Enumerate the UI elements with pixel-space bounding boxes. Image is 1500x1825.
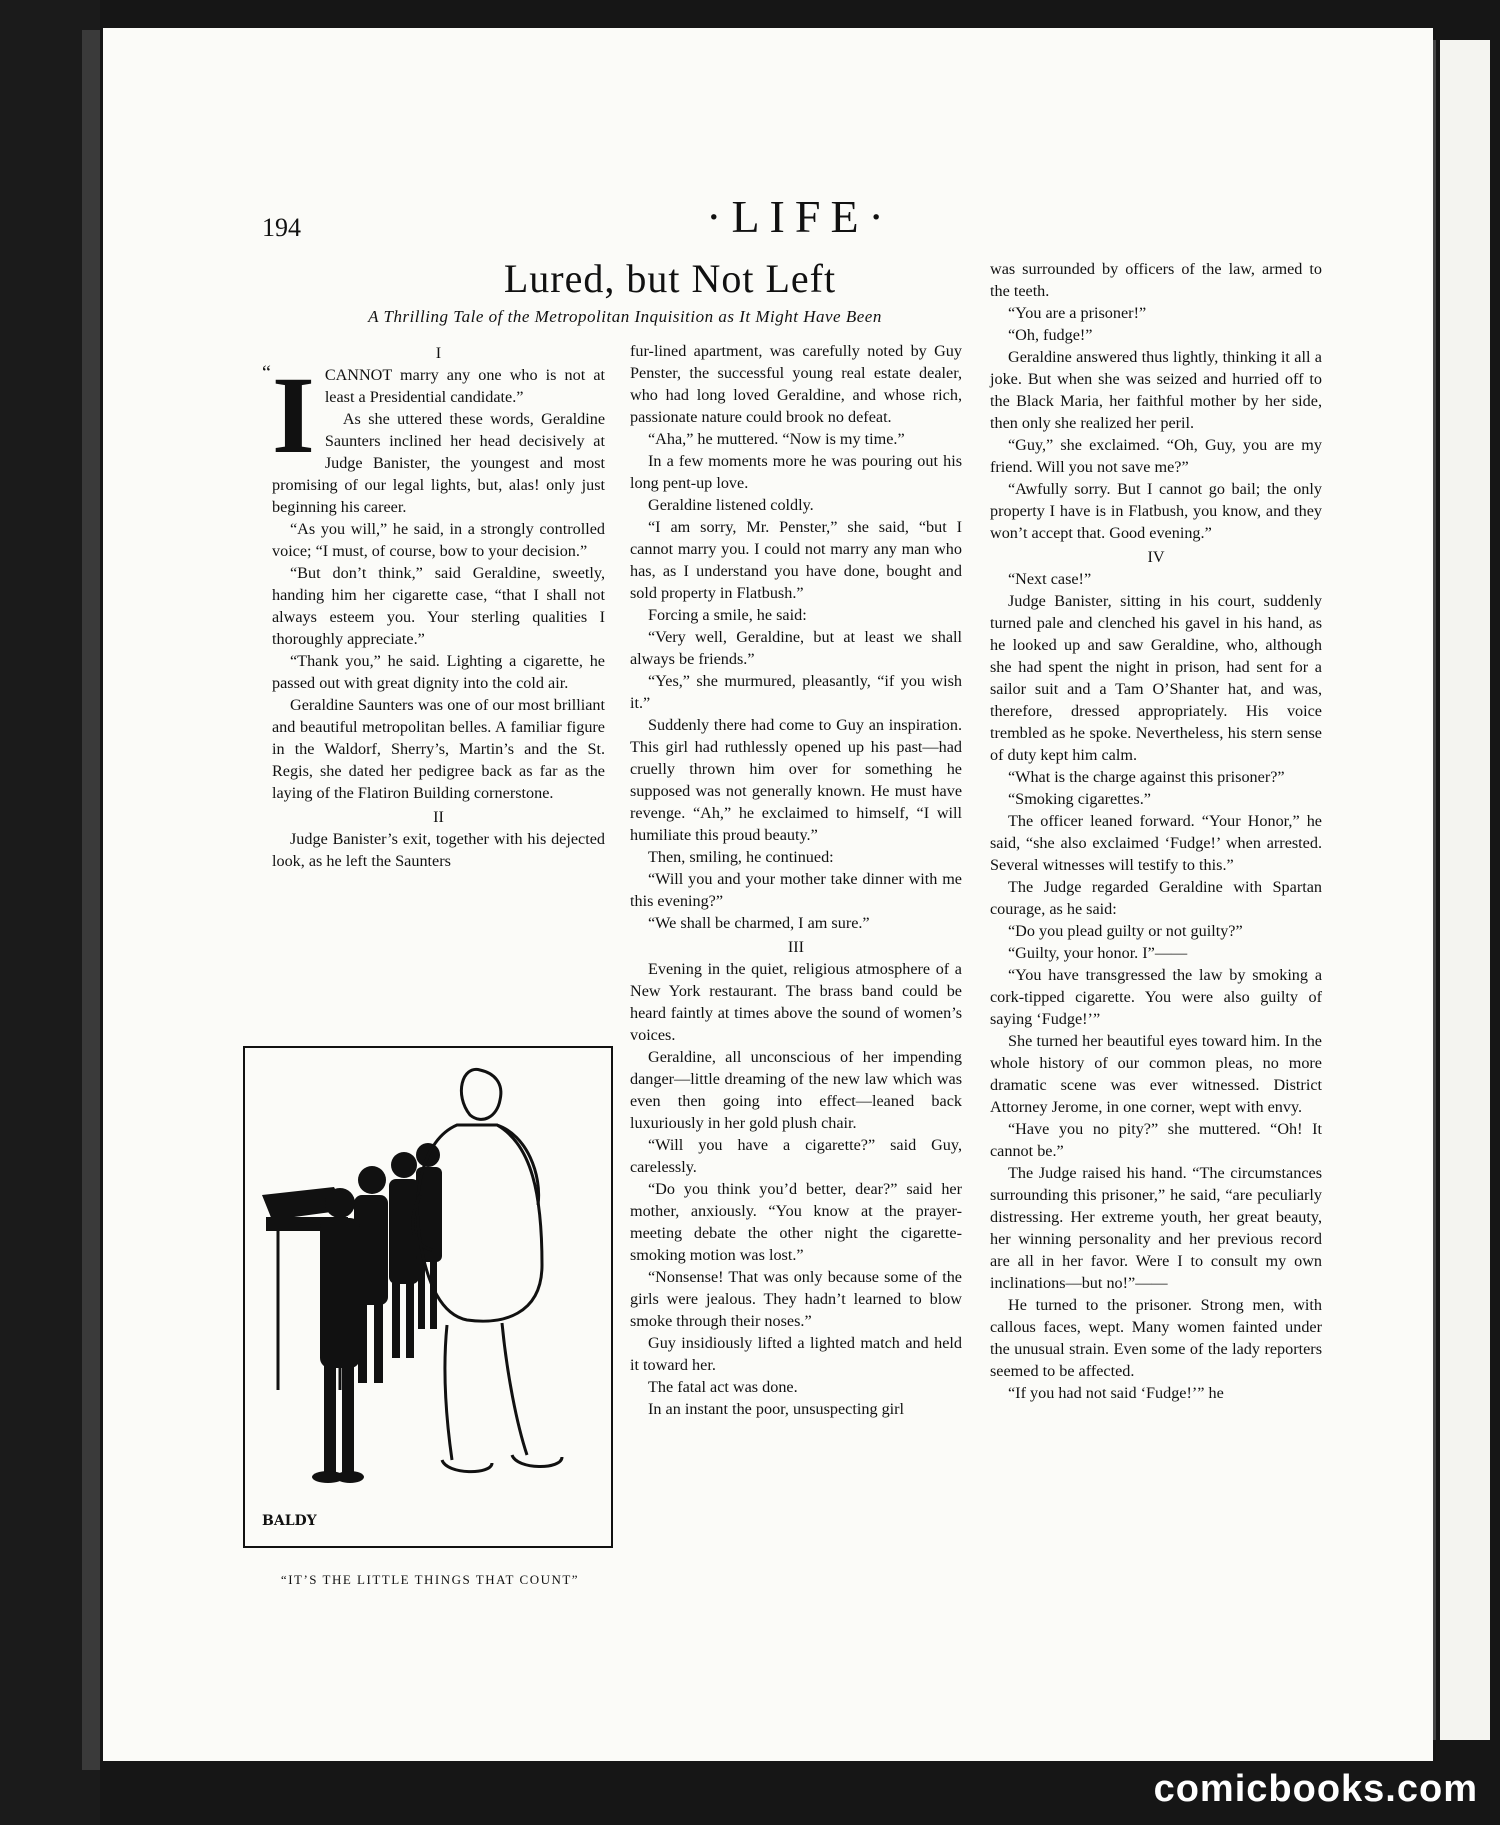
section-heading: IV xyxy=(1147,548,1165,566)
paragraph: Judge Banister, sitting in his court, suddenly turned pale and clenched his gavel in his hand, as he looked up and saw Geraldine, who, although she had spent the night in prison, had sent for a sailor suit and a Tam O’Shanter hat, and was, therefore, dressed appropriately. His voice trembled as he spoke. Nevertheless, his stern sense of duty kept him calm. xyxy=(990,592,1322,764)
paragraph: She turned her beautiful eyes toward him. In the whole history of our common pleas, no more dramatic scene was ever witnessed. District Attorney Jerome, in one corner, wept with envy. xyxy=(990,1032,1322,1116)
paragraph: Forcing a smile, he said: xyxy=(648,606,807,624)
paragraph: Suddenly there had come to Guy an inspiration. This girl had ruthlessly opened up his past—had cruelly thrown him over for something he supposed was not generally known. He must have revenge. “Ah,” he exclaimed to himself, “I will humiliate this proud beauty.” xyxy=(630,716,962,844)
paragraph: “If you had not said ‘Fudge!’” he xyxy=(1008,1384,1224,1402)
artist-signature: BALDY xyxy=(262,1513,317,1529)
paragraph: “Do you think you’d better, dear?” said her mother, anxiously. “You know at the prayer-meeting debate the other night the cigarette-smoking motion was lost.” xyxy=(630,1180,962,1264)
paragraph: As she uttered these words, Geraldine Saunters inclined her head decisively at Judge Banister, the youngest and most promising of our legal lights, but, alas! only just beginning his career. xyxy=(272,410,605,516)
page-number: 194 xyxy=(262,213,301,242)
paragraph: Geraldine Saunters was one of our most brilliant and beautiful metropolitan belles. A familiar figure in the Waldorf, Sherry’s, Martin’s and the St. Regis, she dated her pedigree back as far as the laying of the Flatiron Building cornerstone. xyxy=(272,696,605,802)
paragraph: Judge Banister’s exit, together with his dejected look, as he left the Saunters xyxy=(272,830,605,870)
paragraph-text: CANNOT marry any one who is not at least a Presidential candidate.” xyxy=(324,366,605,406)
paragraph: “Have you no pity?” she muttered. “Oh! It cannot be.” xyxy=(990,1120,1322,1160)
paragraph: The fatal act was done. xyxy=(648,1378,798,1396)
paragraph: “Smoking cigarettes.” xyxy=(1008,790,1151,808)
paragraph: “Very well, Geraldine, but at least we shall always be friends.” xyxy=(630,628,962,668)
paragraph: He turned to the prisoner. Strong men, with callous faces, wept. Many women fainted under the unusual strain. Even some of the lady reporters seemed to be affected. xyxy=(990,1296,1322,1380)
paragraph: The officer leaned forward. “Your Honor,” he said, “she also exclaimed ‘Fudge!’ when arrested. Several witnesses will testify to this.” xyxy=(990,812,1322,874)
paragraph: The Judge raised his hand. “The circumstances surrounding this prisoner,” he said, “are peculiarly distressing. Her extreme youth, her great beauty, her winning personality and her previous record are all in her favor. Were I to consult my own inclinations—but no!”—— xyxy=(990,1164,1322,1292)
text-column-1 xyxy=(272,340,605,872)
facing-page-edge xyxy=(1440,40,1490,1740)
paragraph: “Will you and your mother take dinner with me this evening?” xyxy=(630,870,962,910)
paragraph: “Yes,” she murmured, pleasantly, “if you wish it.” xyxy=(630,672,962,712)
scan-left-edge xyxy=(0,0,100,1825)
paragraph: “I am sorry, Mr. Penster,” she said, “but I cannot marry you. I could not marry any man who has, as I understand you have done, bought and sold property in Flatbush.” xyxy=(630,518,962,602)
paragraph: In an instant the poor, unsuspecting girl xyxy=(648,1400,905,1418)
paragraph: “We shall be charmed, I am sure.” xyxy=(648,914,870,932)
illustration-caption: “IT’S THE LITTLE THINGS THAT COUNT” xyxy=(280,1572,580,1587)
paragraph: Geraldine answered thus lightly, thinking it all a joke. But when she was seized and hurried off to the Black Maria, her faithful mother by her side, then only she realized her peril. xyxy=(990,348,1322,432)
paragraph: fur-lined apartment, was carefully noted by Guy Penster, the successful young real estate dealer, who had long loved Geraldine, and whose rich, passionate nature could brook no defeat. xyxy=(630,342,962,426)
paragraph: “As you will,” he said, in a strongly controlled voice; “I must, of course, bow to your decision.” xyxy=(272,520,605,560)
paragraph: “Do you plead guilty or not guilty?” xyxy=(1008,922,1243,940)
paragraph: Then, smiling, he continued: xyxy=(648,848,834,866)
paragraph: The Judge regarded Geraldine with Spartan courage, as he said: xyxy=(990,878,1322,918)
paragraph: “You have transgressed the law by smoking a cork-tipped cigarette. You were also guilty of saying ‘Fudge!’” xyxy=(990,966,1322,1028)
paragraph: “Guy,” she exclaimed. “Oh, Guy, you are my friend. Will you not save me?” xyxy=(990,436,1322,476)
article-subtitle: A Thrilling Tale of the Metropolitan Inquisition as It Might Have Been xyxy=(368,307,882,326)
section-heading: II xyxy=(433,808,444,826)
drop-cap: I xyxy=(272,354,315,476)
paragraph: was surrounded by officers of the law, armed to the teeth. xyxy=(990,260,1322,300)
text-column-2 xyxy=(630,340,962,1420)
cartoon-drawing xyxy=(242,1045,614,1565)
paragraph: “But don’t think,” said Geraldine, sweetly, handing him her cigarette case, “that I shall not always esteem you. Your sterling qualities I thoroughly appreciate.” xyxy=(272,564,605,648)
article-title: Lured, but Not Left xyxy=(503,256,837,301)
paragraph: “Will you have a cigarette?” said Guy, carelessly. xyxy=(630,1136,962,1176)
paragraph: Guy insidiously lifted a lighted match and held it toward her. xyxy=(630,1334,962,1374)
paragraph: “Thank you,” he said. Lighting a cigarette, he passed out with great dignity into the cold air. xyxy=(272,652,605,692)
paragraph: “Nonsense! That was only because some of the girls were jealous. They hadn’t learned to blow smoke through their noses.” xyxy=(630,1268,962,1330)
paragraph: “Oh, fudge!” xyxy=(1008,326,1093,344)
section-heading: I xyxy=(435,344,442,362)
paragraph: “Aha,” he muttered. “Now is my time.” xyxy=(648,430,905,448)
section-heading: III xyxy=(787,938,805,956)
paragraph: In a few moments more he was pouring out his long pent-up love. xyxy=(630,452,962,492)
paragraph: “You are a prisoner!” xyxy=(1008,304,1147,322)
paragraph: Geraldine listened coldly. xyxy=(648,496,814,514)
paragraph: “Awfully sorry. But I cannot go bail; the only property I have is in Flatbush, you know, and they won’t accept that. Good evening.” xyxy=(990,480,1322,542)
paragraph: Geraldine, all unconscious of her impending danger—little dreaming of the new law which was even then going into effect—leaned back luxuriously in her gold plush chair. xyxy=(630,1048,962,1132)
paragraph: Evening in the quiet, religious atmosphere of a New York restaurant. The brass band could be heard faintly at times above the sound of women’s voices. xyxy=(630,960,962,1044)
text-column-3 xyxy=(990,258,1322,1404)
cartoon-illustration xyxy=(242,1045,614,1565)
site-watermark: comicbooks.com xyxy=(1153,1768,1478,1810)
masthead: ·LIFE· xyxy=(706,191,894,242)
paragraph: “Next case!” xyxy=(1008,570,1092,588)
paragraph: “What is the charge against this prisoner?” xyxy=(1008,768,1285,786)
paragraph: “Guilty, your honor. I”—— xyxy=(1008,944,1188,962)
